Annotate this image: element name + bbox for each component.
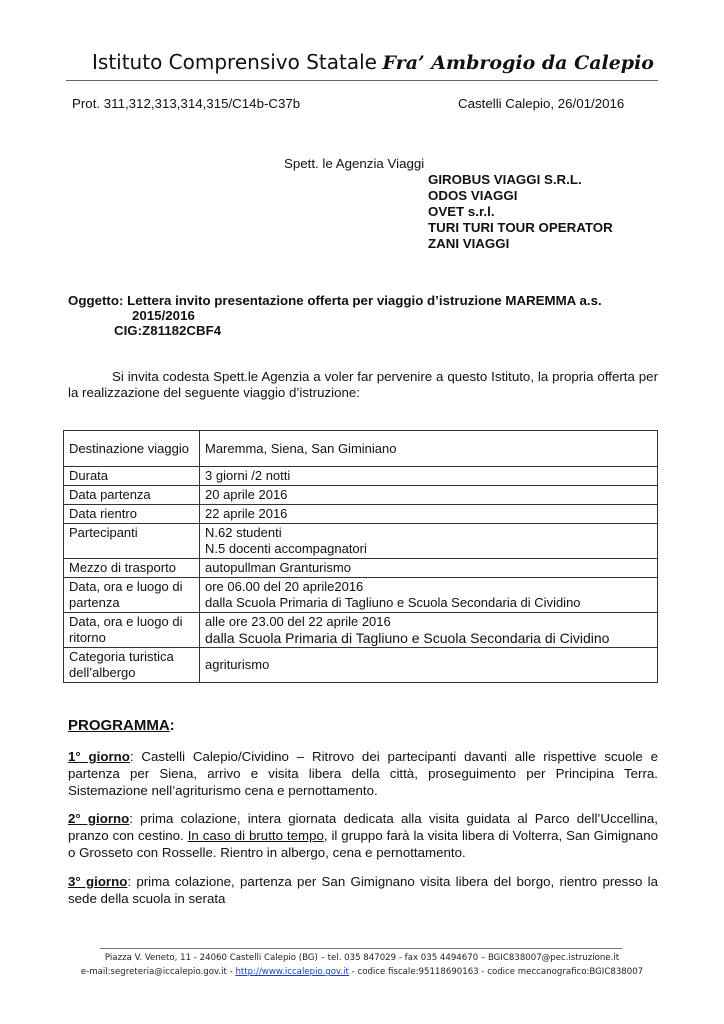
recipient: GIROBUS VIAGGI S.R.L. xyxy=(428,172,582,187)
day-label: 2° giorno xyxy=(68,811,130,826)
table-row xyxy=(64,431,658,467)
trip-details-table xyxy=(63,430,658,683)
row-label: Data rientro xyxy=(64,505,200,524)
row-value: agriturismo xyxy=(200,648,658,683)
header-divider xyxy=(66,80,658,81)
day-text: : prima colazione, intera giornata dedicata alla visita guidata al Parco dell’Uccellina, pranzo con cestino. xyxy=(68,811,658,843)
table-row xyxy=(64,648,658,683)
day-paragraph xyxy=(68,748,658,799)
recipient-list xyxy=(428,172,613,252)
day-text: : prima colazione, partenza per San Gimignano visita libera del borgo, rientro presso la sede della scuola in serata xyxy=(68,874,659,906)
programma-colon: : xyxy=(169,717,175,734)
day-text: , il gruppo farà la visita libera di Volterra, San Gimignano o Grosseto con Rosselle. Rientro in albergo, cena e pernottamento. xyxy=(68,828,658,860)
row-label: Data, ora e luogo di partenza xyxy=(64,578,200,613)
table-row xyxy=(64,505,658,524)
row-label: Mezzo di trasporto xyxy=(64,559,200,578)
day-underlined-text: In caso di brutto tempo xyxy=(187,828,324,843)
row-label: Durata xyxy=(64,467,200,486)
recipient: TURI TURI TOUR OPERATOR xyxy=(428,220,613,235)
subject-block xyxy=(68,293,668,338)
table-row xyxy=(64,559,658,578)
row-value xyxy=(200,578,658,613)
day-paragraph xyxy=(68,810,658,861)
header-title-plain: Istituto Comprensivo Statale xyxy=(92,50,377,74)
place-date: Castelli Calepio, 26/01/2016 xyxy=(458,96,625,111)
protocol-number: Prot. 311,312,313,314,315/C14b-C37b xyxy=(72,96,301,111)
row-value-line: N.5 docenti accompagnatori xyxy=(205,541,367,556)
subject-cig: CIG:Z81182CBF4 xyxy=(114,323,222,338)
row-value-line: dalla Scuola Primaria di Tagliuno e Scuola Secondaria di Cividino xyxy=(205,595,581,610)
website-link[interactable]: http://www.iccalepio.gov.it xyxy=(235,967,349,977)
intro-paragraph: Si invita codesta Spett.le Agenzia a voler far pervenire a questo Istituto, la propria offerta per la realizzazione del seguente viaggio d’istruzione: xyxy=(68,369,658,400)
row-label: Data partenza xyxy=(64,486,200,505)
header-title-script: Fra’ Ambrogio da Calepio xyxy=(382,52,654,74)
footer-contacts xyxy=(0,967,724,977)
table-row xyxy=(64,524,658,559)
table-row xyxy=(64,467,658,486)
row-value-line: N.62 studenti xyxy=(205,525,282,540)
table-row xyxy=(64,578,658,613)
recipient: ODOS VIAGGI xyxy=(428,188,518,203)
row-label: Partecipanti xyxy=(64,524,200,559)
recipient: ZANI VIAGGI xyxy=(428,236,510,251)
row-value: 3 giorni /2 notti xyxy=(200,467,658,486)
row-value xyxy=(200,613,658,648)
row-value-line: alle ore 23.00 del 22 aprile 2016 xyxy=(205,614,391,629)
row-value-line: dalla Scuola Primaria di Tagliuno e Scuola Secondaria di Cividino xyxy=(205,630,610,646)
programma-title: PROGRAMMA xyxy=(68,717,170,734)
row-label: Data, ora e luogo di ritorno xyxy=(64,613,200,648)
day-label: 3° giorno xyxy=(68,874,128,889)
day-paragraph xyxy=(68,873,658,907)
table-row xyxy=(64,613,658,648)
footer-email: e-mail:segreteria@iccalepio.gov.it - xyxy=(80,967,236,977)
row-value: autopullman Granturismo xyxy=(200,559,658,578)
footer-divider xyxy=(100,948,622,949)
subject-school-year: 2015/2016 xyxy=(132,308,195,323)
row-value: 20 aprile 2016 xyxy=(200,486,658,505)
day-text: : Castelli Calepio/Cividino – Ritrovo dei partecipanti davanti alle rispettive scuole e partenza per Siena, arrivo e visita libera della città, proseguimento per Principina Terra. Sistemazione nell’agriturismo cena e pernottamento. xyxy=(68,749,658,798)
programma-heading xyxy=(68,717,175,734)
footer-address: Piazza V. Veneto, 11 - 24060 Castelli Calepio (BG) – tel. 035 847029 - fax 035 4494670 – BGIC838007@pec.istruzione.it xyxy=(104,953,620,963)
row-label: Categoria turistica dell’albergo xyxy=(64,648,200,683)
day-label: 1° giorno xyxy=(68,749,130,764)
salutation: Spett. le Agenzia Viaggi xyxy=(284,156,425,171)
row-value-line: ore 06.00 del 20 aprile2016 xyxy=(205,579,364,594)
row-value: 22 aprile 2016 xyxy=(200,505,658,524)
row-value xyxy=(200,524,658,559)
footer-codes: - codice fiscale:95118690163 - codice meccanografico:BGIC838007 xyxy=(348,967,644,977)
recipient: OVET s.r.l. xyxy=(428,204,495,219)
table-row xyxy=(64,486,658,505)
row-value: Maremma, Siena, San Giminiano xyxy=(200,431,658,467)
subject-line: Oggetto: Lettera invito presentazione offerta per viaggio d’istruzione MAREMMA a.s. xyxy=(68,293,602,308)
school-header-title xyxy=(92,50,654,75)
row-label: Destinazione viaggio xyxy=(64,431,200,467)
